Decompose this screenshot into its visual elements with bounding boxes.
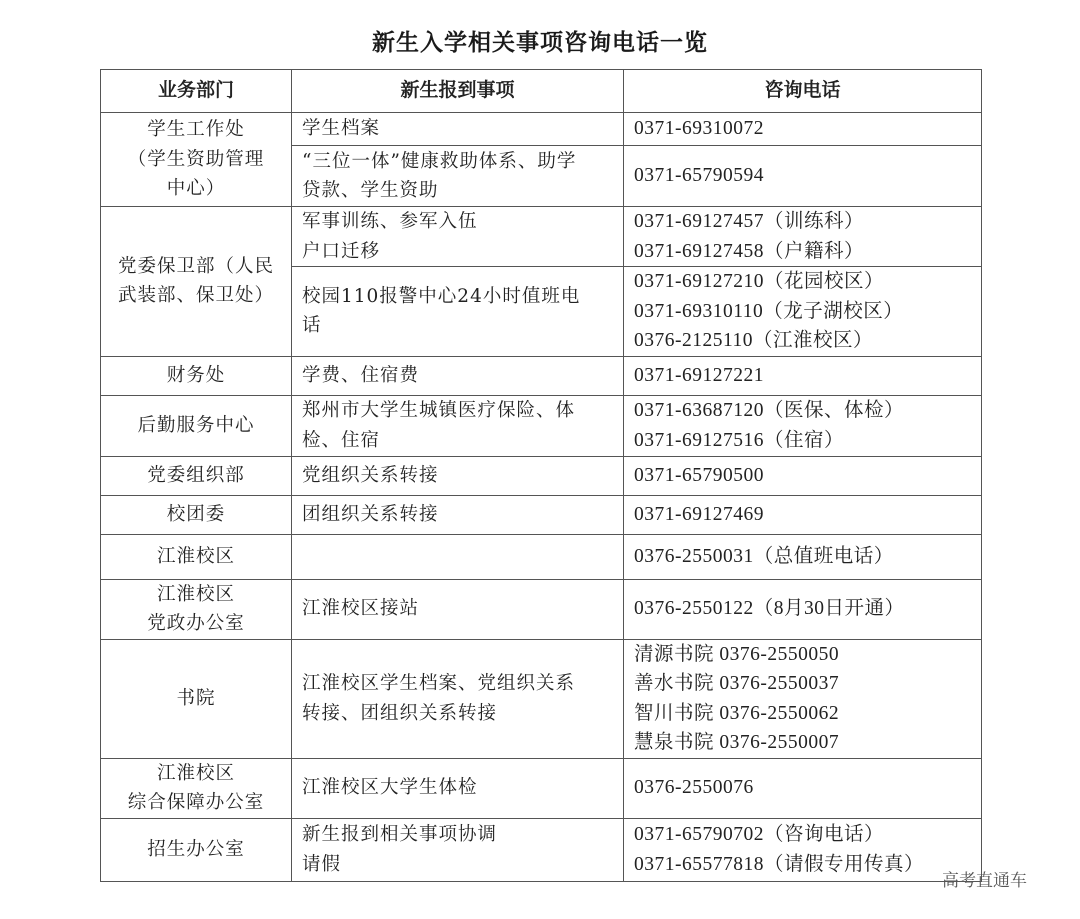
item-line: 户口迁移 — [302, 240, 381, 262]
item-cell — [292, 758, 624, 818]
phone-line: 0376-2550031（总值班电话） — [634, 545, 894, 567]
item-cell — [292, 207, 624, 267]
item-line: 江淮校区接站 — [302, 598, 420, 620]
phone-cell — [624, 579, 982, 639]
phone-line: 0371-69310110（龙子湖校区） — [634, 300, 904, 322]
item-line: 党组织关系转接 — [302, 464, 439, 486]
dept-line: 财务处 — [166, 364, 226, 386]
dept-line: 后勤服务中心 — [137, 414, 255, 436]
phone-cell — [624, 267, 982, 357]
watermark: 高考直通车 — [942, 871, 1027, 891]
item-cell — [292, 456, 624, 495]
item-cell — [292, 395, 624, 456]
dept-line: 招生办公室 — [147, 838, 245, 860]
table-row — [101, 207, 982, 267]
item-line: 贷款、学生资助 — [302, 180, 439, 201]
table-row — [101, 758, 982, 818]
dept-cell — [101, 818, 292, 881]
phone-line: 0371-65790500 — [634, 464, 764, 486]
phone-line: 清源书院 0376-2550050 — [634, 643, 840, 665]
dept-line: 江淮校区 — [156, 583, 235, 605]
dept-line: 江淮校区 — [156, 762, 235, 784]
phone-line: 0371-65790702（咨询电话） — [634, 824, 884, 845]
header-phone: 咨询电话 — [624, 70, 982, 113]
table-row — [101, 579, 982, 639]
item-line: 话 — [302, 315, 322, 337]
dept-cell — [101, 207, 292, 357]
item-cell — [292, 113, 624, 146]
item-cell — [292, 267, 624, 357]
table-header-row — [101, 70, 982, 113]
phone-cell — [624, 818, 982, 881]
dept-cell — [101, 495, 292, 534]
item-line: 郑州市大学生城镇医疗保险、体 — [302, 400, 576, 421]
phone-line: 智川书院 0376-2550062 — [634, 702, 840, 724]
phone-line: 慧泉书院 0376-2550007 — [634, 732, 840, 753]
dept-line: 书院 — [176, 687, 216, 709]
phone-line: 0371-69310072 — [634, 118, 764, 140]
item-cell — [292, 818, 624, 881]
item-line: 江淮校区学生档案、党组织关系 — [302, 673, 576, 694]
dept-line: 武装部、保卫处） — [117, 285, 274, 307]
phone-line: 0371-65790594 — [634, 165, 764, 187]
page-title: 新生入学相关事项咨询电话一览 — [372, 29, 708, 56]
phone-line: 0371-69127469 — [634, 503, 764, 525]
item-line: 团组织关系转接 — [302, 503, 439, 525]
table-row — [101, 495, 982, 534]
phone-line: 0371-63687120（医保、体检） — [634, 400, 904, 421]
item-line: 检、住宿 — [302, 429, 381, 451]
item-cell — [292, 146, 624, 207]
dept-line: 学生工作处 — [147, 119, 245, 141]
dept-cell — [101, 579, 292, 639]
dept-line: 综合保障办公室 — [127, 792, 265, 813]
table-row — [101, 639, 982, 758]
table-row — [101, 356, 982, 395]
item-line: 学生档案 — [302, 118, 381, 140]
phone-cell — [624, 534, 982, 579]
header-item: 新生报到事项 — [292, 70, 624, 113]
dept-cell — [101, 395, 292, 456]
phone-cell — [624, 356, 982, 395]
item-line: 新生报到相关事项协调 — [302, 824, 498, 845]
item-cell — [292, 579, 624, 639]
item-line: “三位一体”健康救助体系、助学 — [302, 150, 577, 172]
phone-cell — [624, 456, 982, 495]
phone-line: 0371-69127458（户籍科） — [634, 240, 864, 262]
item-cell — [292, 639, 624, 758]
phone-line: 0371-69127210（花园校区） — [634, 271, 884, 292]
dept-cell — [101, 456, 292, 495]
dept-line: 江淮校区 — [156, 545, 235, 567]
dept-line: 校团委 — [166, 503, 226, 525]
item-line: 校园110报警中心24小时值班电 — [302, 285, 581, 307]
table-row — [101, 395, 982, 456]
phone-cell — [624, 395, 982, 456]
item-line: 请假 — [302, 853, 342, 875]
item-line: 转接、团组织关系转接 — [302, 702, 498, 724]
phone-line: 0371-69127516（住宿） — [634, 429, 844, 451]
item-cell — [292, 495, 624, 534]
phone-cell — [624, 758, 982, 818]
dept-cell — [101, 534, 292, 579]
phone-cell — [624, 207, 982, 267]
phone-line: 0371-65577818（请假专用传真） — [634, 853, 924, 875]
phone-line: 0376-2550122（8月30日开通） — [634, 598, 905, 620]
header-department: 业务部门 — [101, 70, 292, 113]
item-line: 军事训练、参军入伍 — [302, 211, 478, 232]
table-row — [101, 818, 982, 881]
phone-cell — [624, 639, 982, 758]
dept-line: （学生资助管理 — [127, 148, 265, 170]
dept-cell — [101, 639, 292, 758]
contact-table — [100, 69, 982, 882]
item-line: 江淮校区大学生体检 — [302, 777, 478, 799]
table-row — [101, 113, 982, 146]
item-cell — [292, 534, 624, 579]
item-line: 学费、住宿费 — [302, 364, 420, 386]
dept-line: 党委组织部 — [147, 464, 245, 486]
dept-cell — [101, 758, 292, 818]
dept-cell — [101, 113, 292, 207]
table-row — [101, 534, 982, 579]
phone-line: 0371-69127457（训练科） — [634, 211, 864, 232]
phone-line: 善水书院 0376-2550037 — [634, 673, 840, 694]
dept-line: 党委保卫部（人民 — [117, 255, 274, 277]
phone-cell — [624, 113, 982, 146]
phone-cell — [624, 495, 982, 534]
phone-line: 0376-2550076 — [634, 777, 754, 799]
dept-line: 中心） — [166, 178, 226, 200]
phone-line: 0376-2125110（江淮校区） — [634, 330, 874, 351]
dept-cell — [101, 356, 292, 395]
phone-cell — [624, 146, 982, 207]
table-row — [101, 456, 982, 495]
dept-line: 党政办公室 — [147, 613, 245, 634]
item-cell — [292, 356, 624, 395]
phone-line: 0371-69127221 — [634, 364, 764, 386]
